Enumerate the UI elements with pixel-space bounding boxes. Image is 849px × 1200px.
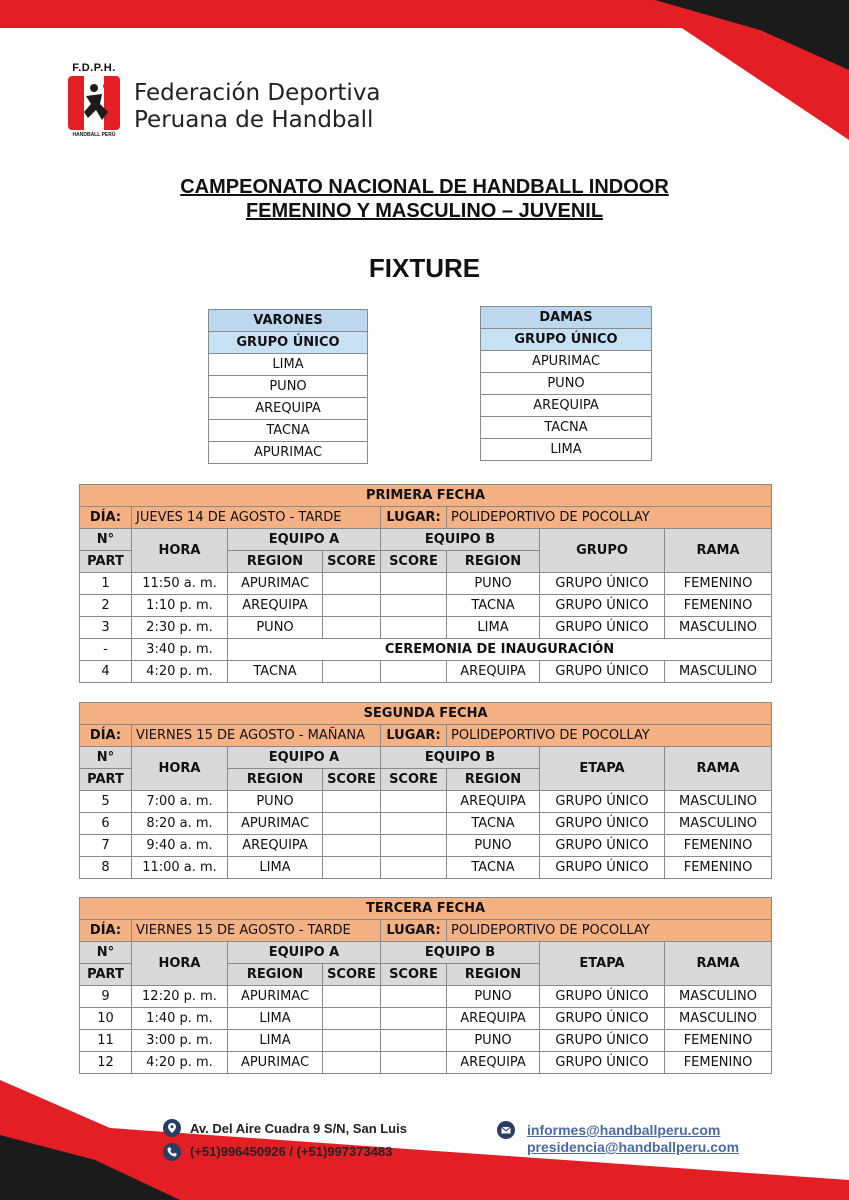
fecha-title: SEGUNDA FECHA (80, 703, 772, 725)
team-a-region: LIMA (228, 857, 323, 879)
team-a-score (323, 573, 381, 595)
team-b-region: AREQUIPA (447, 791, 540, 813)
team-a-score (323, 661, 381, 683)
match-row (80, 661, 772, 683)
match-branch: MASCULINO (665, 986, 772, 1008)
team-a-region: AREQUIPA (228, 595, 323, 617)
match-number: 5 (80, 791, 132, 813)
federation-name-line2: Peruana de Handball (134, 107, 374, 133)
dia-value: VIERNES 15 DE AGOSTO - MAÑANA (132, 725, 381, 747)
damas-title: DAMAS (481, 307, 652, 329)
varones-group-table (208, 309, 368, 464)
header-hora: HORA (132, 529, 228, 573)
fecha-info-row (80, 725, 772, 747)
email-icon (497, 1121, 515, 1139)
match-time: 3:00 p. m. (132, 1030, 228, 1052)
team-b-score (381, 857, 447, 879)
fixture-table-primera-fecha (79, 484, 772, 683)
match-group: GRUPO ÚNICO (540, 791, 665, 813)
email-link-informes[interactable]: informes@handballperu.com (527, 1122, 721, 1138)
match-group: GRUPO ÚNICO (540, 857, 665, 879)
match-row (80, 791, 772, 813)
match-row (80, 595, 772, 617)
lugar-label: LUGAR: (381, 725, 447, 747)
header-equipo-b: EQUIPO B (381, 942, 540, 964)
match-time: 9:40 a. m. (132, 835, 228, 857)
team-cell: AREQUIPA (481, 395, 652, 417)
match-group: GRUPO ÚNICO (540, 1008, 665, 1030)
team-cell: AREQUIPA (209, 398, 368, 420)
lugar-value: POLIDEPORTIVO DE POCOLLAY (447, 920, 772, 942)
match-group: GRUPO ÚNICO (540, 986, 665, 1008)
match-group: GRUPO ÚNICO (540, 573, 665, 595)
match-branch: FEMENINO (665, 573, 772, 595)
logo-tagline: HANDBALL PERÚ (72, 132, 116, 138)
header-rama: RAMA (665, 747, 772, 791)
header-score-b: SCORE (381, 964, 447, 986)
match-branch: MASCULINO (665, 617, 772, 639)
header-part: PART (80, 769, 132, 791)
header-n: N° (80, 942, 132, 964)
match-group: GRUPO ÚNICO (540, 661, 665, 683)
fdph-logo (64, 62, 124, 146)
dia-value: VIERNES 15 DE AGOSTO - TARDE (132, 920, 381, 942)
match-branch: FEMENINO (665, 857, 772, 879)
match-time: 11:50 a. m. (132, 573, 228, 595)
header-region-b: REGION (447, 769, 540, 791)
match-row (80, 573, 772, 595)
team-b-score (381, 813, 447, 835)
dia-label: DÍA: (80, 725, 132, 747)
header-n: N° (80, 747, 132, 769)
team-cell: APURIMAC (481, 351, 652, 373)
team-a-score (323, 813, 381, 835)
match-number: 3 (80, 617, 132, 639)
match-row (80, 1052, 772, 1074)
header-score-a: SCORE (323, 964, 381, 986)
match-row (80, 1008, 772, 1030)
team-a-score (323, 1030, 381, 1052)
championship-title-line1: CAMPEONATO NACIONAL DE HANDBALL INDOOR (180, 176, 669, 198)
match-number: - (80, 639, 132, 661)
fecha-info-row (80, 507, 772, 529)
team-b-region: TACNA (447, 813, 540, 835)
header-rama: RAMA (665, 529, 772, 573)
team-a-region: LIMA (228, 1008, 323, 1030)
top-right-corner-band (0, 0, 849, 150)
team-b-score (381, 986, 447, 1008)
header-row-1 (80, 747, 772, 769)
match-number: 4 (80, 661, 132, 683)
match-branch: FEMENINO (665, 1052, 772, 1074)
lugar-value: POLIDEPORTIVO DE POCOLLAY (447, 725, 772, 747)
header-part: PART (80, 551, 132, 573)
team-b-region: PUNO (447, 986, 540, 1008)
header-equipo-b: EQUIPO B (381, 747, 540, 769)
team-b-score (381, 1052, 447, 1074)
header-equipo-a: EQUIPO A (228, 747, 381, 769)
team-a-region: LIMA (228, 1030, 323, 1052)
match-row (80, 835, 772, 857)
team-b-score (381, 1030, 447, 1052)
lugar-label: LUGAR: (381, 920, 447, 942)
fecha-title-row (80, 485, 772, 507)
fixture-table-tercera-fecha (79, 897, 772, 1074)
match-group: GRUPO ÚNICO (540, 1030, 665, 1052)
team-a-score (323, 617, 381, 639)
team-b-region: PUNO (447, 1030, 540, 1052)
header-equipo-a: EQUIPO A (228, 942, 381, 964)
phone-numbers: (+51)996450926 / (+51)997373483 (190, 1144, 393, 1159)
team-a-region: APURIMAC (228, 986, 323, 1008)
match-row (80, 857, 772, 879)
team-a-region: TACNA (228, 661, 323, 683)
match-branch: MASCULINO (665, 791, 772, 813)
fixture-table-segunda-fecha (79, 702, 772, 879)
team-b-score (381, 661, 447, 683)
match-branch: MASCULINO (665, 1008, 772, 1030)
match-row (80, 813, 772, 835)
header-stage: ETAPA (540, 747, 665, 791)
match-row (80, 986, 772, 1008)
header-region-b: REGION (447, 964, 540, 986)
match-time: 2:30 p. m. (132, 617, 228, 639)
header-rama: RAMA (665, 942, 772, 986)
team-b-score (381, 595, 447, 617)
phone-icon (163, 1143, 181, 1161)
header-region-a: REGION (228, 551, 323, 573)
match-row (80, 1030, 772, 1052)
header-region-a: REGION (228, 964, 323, 986)
header-row-1 (80, 942, 772, 964)
match-number: 2 (80, 595, 132, 617)
match-time: 1:10 p. m. (132, 595, 228, 617)
match-number: 12 (80, 1052, 132, 1074)
dia-value: JUEVES 14 DE AGOSTO - TARDE (132, 507, 381, 529)
match-time: 11:00 a. m. (132, 857, 228, 879)
header-hora: HORA (132, 942, 228, 986)
header-row-1 (80, 529, 772, 551)
match-number: 9 (80, 986, 132, 1008)
team-a-score (323, 986, 381, 1008)
team-a-region: APURIMAC (228, 813, 323, 835)
match-time: 8:20 a. m. (132, 813, 228, 835)
team-b-region: AREQUIPA (447, 661, 540, 683)
team-a-region: APURIMAC (228, 1052, 323, 1074)
address-text: Av. Del Aire Cuadra 9 S/N, San Luis (190, 1121, 407, 1136)
match-time: 4:20 p. m. (132, 661, 228, 683)
match-time: 1:40 p. m. (132, 1008, 228, 1030)
header-score-b: SCORE (381, 551, 447, 573)
team-b-score (381, 617, 447, 639)
handball-player-icon (64, 74, 124, 132)
team-cell: LIMA (209, 354, 368, 376)
match-time: 4:20 p. m. (132, 1052, 228, 1074)
logo-acronym: F.D.P.H. (72, 62, 116, 74)
dia-label: DÍA: (80, 920, 132, 942)
match-group: GRUPO ÚNICO (540, 1052, 665, 1074)
team-a-region: PUNO (228, 617, 323, 639)
header-region-a: REGION (228, 769, 323, 791)
match-row (80, 617, 772, 639)
damas-group-table (480, 306, 652, 461)
team-b-score (381, 791, 447, 813)
team-a-score (323, 835, 381, 857)
header-score-a: SCORE (323, 769, 381, 791)
team-b-region: TACNA (447, 595, 540, 617)
team-b-region: AREQUIPA (447, 1052, 540, 1074)
match-number: 1 (80, 573, 132, 595)
team-a-region: AREQUIPA (228, 835, 323, 857)
team-cell: TACNA (209, 420, 368, 442)
match-row (80, 639, 772, 661)
match-number: 7 (80, 835, 132, 857)
team-b-region: AREQUIPA (447, 1008, 540, 1030)
team-a-region: PUNO (228, 791, 323, 813)
lugar-label: LUGAR: (381, 507, 447, 529)
team-a-score (323, 595, 381, 617)
match-time: 3:40 p. m. (132, 639, 228, 661)
championship-title-line2: FEMENINO Y MASCULINO – JUVENIL (245, 200, 604, 222)
team-b-score (381, 835, 447, 857)
match-number: 8 (80, 857, 132, 879)
fecha-info-row (80, 920, 772, 942)
match-branch: FEMENINO (665, 1030, 772, 1052)
team-cell: PUNO (209, 376, 368, 398)
team-a-score (323, 1052, 381, 1074)
fecha-title-row (80, 703, 772, 725)
damas-group: GRUPO ÚNICO (481, 329, 652, 351)
team-a-region: APURIMAC (228, 573, 323, 595)
match-branch: MASCULINO (665, 661, 772, 683)
event-label: CEREMONIA DE INAUGURACIÓN (228, 639, 772, 661)
fixture-heading: FIXTURE (368, 253, 481, 283)
team-a-score (323, 857, 381, 879)
team-b-score (381, 573, 447, 595)
header-score-a: SCORE (323, 551, 381, 573)
team-cell: LIMA (481, 439, 652, 461)
match-branch: FEMENINO (665, 595, 772, 617)
match-number: 6 (80, 813, 132, 835)
email-link-presidencia[interactable]: presidencia@handballperu.com (527, 1139, 740, 1155)
match-branch: FEMENINO (665, 835, 772, 857)
header-stage: GRUPO (540, 529, 665, 573)
header-equipo-a: EQUIPO A (228, 529, 381, 551)
team-b-region: TACNA (447, 857, 540, 879)
match-number: 10 (80, 1008, 132, 1030)
fecha-title: PRIMERA FECHA (80, 485, 772, 507)
team-b-region: LIMA (447, 617, 540, 639)
match-group: GRUPO ÚNICO (540, 835, 665, 857)
federation-name (134, 80, 381, 134)
team-a-score (323, 791, 381, 813)
team-b-region: PUNO (447, 573, 540, 595)
match-time: 7:00 a. m. (132, 791, 228, 813)
varones-title: VARONES (209, 310, 368, 332)
team-a-score (323, 1008, 381, 1030)
team-b-score (381, 1008, 447, 1030)
fecha-title: TERCERA FECHA (80, 898, 772, 920)
team-cell: TACNA (481, 417, 652, 439)
team-cell: APURIMAC (209, 442, 368, 464)
header-n: N° (80, 529, 132, 551)
match-number: 11 (80, 1030, 132, 1052)
header-stage: ETAPA (540, 942, 665, 986)
fecha-title-row (80, 898, 772, 920)
match-group: GRUPO ÚNICO (540, 595, 665, 617)
match-group: GRUPO ÚNICO (540, 617, 665, 639)
header-part: PART (80, 964, 132, 986)
match-time: 12:20 p. m. (132, 986, 228, 1008)
location-pin-icon (163, 1119, 181, 1137)
match-branch: MASCULINO (665, 813, 772, 835)
varones-group: GRUPO ÚNICO (209, 332, 368, 354)
match-group: GRUPO ÚNICO (540, 813, 665, 835)
team-cell: PUNO (481, 373, 652, 395)
header-hora: HORA (132, 747, 228, 791)
federation-name-line1: Federación Deportiva (134, 80, 381, 106)
dia-label: DÍA: (80, 507, 132, 529)
header-equipo-b: EQUIPO B (381, 529, 540, 551)
team-b-region: PUNO (447, 835, 540, 857)
lugar-value: POLIDEPORTIVO DE POCOLLAY (447, 507, 772, 529)
header-region-b: REGION (447, 551, 540, 573)
header-score-b: SCORE (381, 769, 447, 791)
